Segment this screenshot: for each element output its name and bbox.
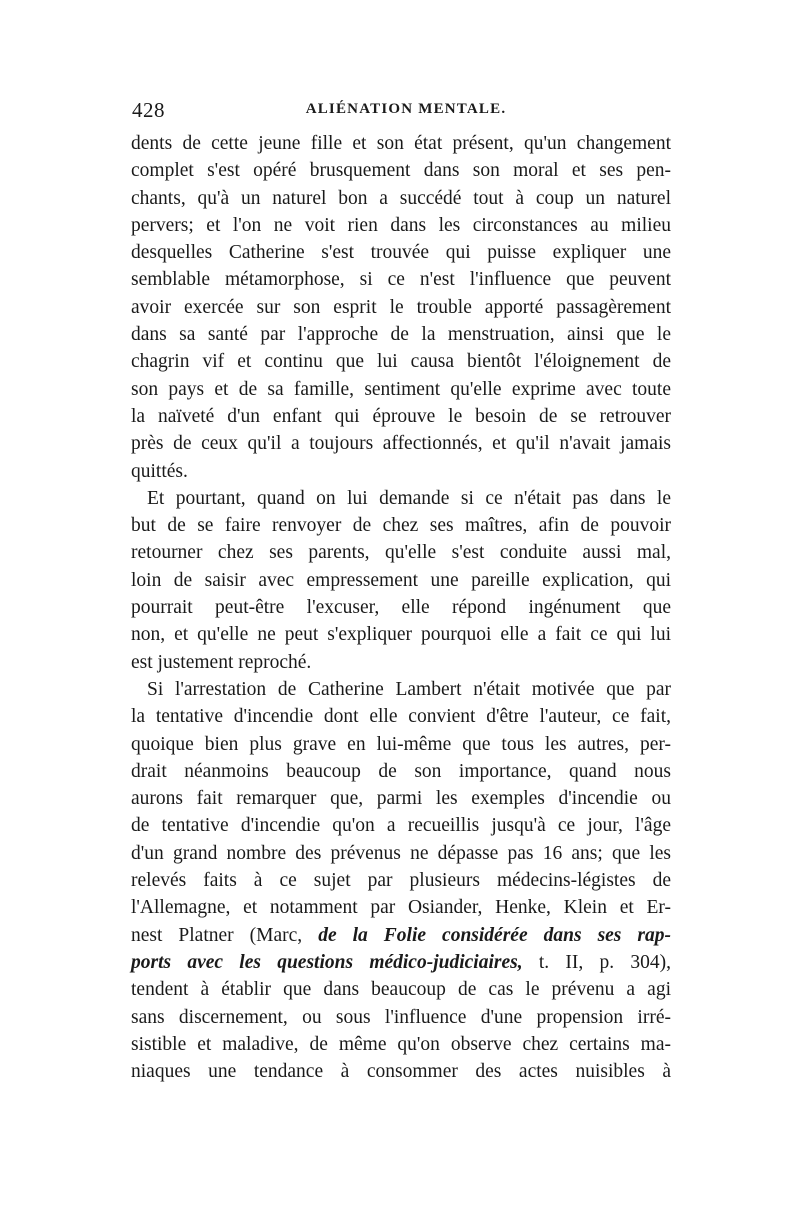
citation-title: ports avec les questions médico-judiciaires,: [131, 951, 523, 973]
body-text: [131, 130, 671, 1085]
text-line: niaques une tendance à consommer des actes nuisibles à: [131, 1061, 671, 1083]
page-number: 428: [132, 98, 165, 122]
text-line: pourrait peut-être l'excuser, elle répond ingénument que: [131, 597, 671, 619]
text-line: complet s'est opéré brusquement dans son moral et ses pen-: [131, 160, 671, 182]
text-line: d'un grand nombre des prévenus ne dépasse pas 16 ans; que les: [131, 842, 671, 864]
text-line: dans sa santé par l'approche de la menstruation, ainsi que le: [131, 324, 671, 346]
text-line: Et pourtant, quand on lui demande si ce n'était pas dans le: [147, 487, 671, 509]
text-line: loin de saisir avec empressement une pareille explication, qui: [131, 569, 671, 591]
text-line: avoir exercée sur son esprit le trouble apporté passagèrement: [131, 296, 671, 318]
running-title: ALIÉNATION MENTALE.: [305, 101, 507, 117]
text-line: aurons fait remarquer que, parmi les exemples d'incendie ou: [131, 788, 671, 810]
text-line: est justement reproché.: [131, 651, 312, 673]
text-line: Si l'arrestation de Catherine Lambert n'était motivée que par: [147, 678, 671, 700]
text-line: chagrin vif et continu que lui causa bientôt l'éloignement de: [131, 351, 671, 373]
text-line: quoique bien plus grave en lui-même que tous les autres, per-: [131, 733, 671, 755]
citation-text: t. II, p. 304),: [522, 951, 671, 973]
running-head: [132, 98, 672, 124]
text-line: semblable métamorphose, si ce n'est l'influence que peuvent: [131, 269, 671, 291]
text-line: l'Allemagne, et notamment par Osiander, Henke, Klein et Er-: [131, 897, 671, 919]
text-line: sistible et maladive, de même qu'on observe chez certains ma-: [131, 1033, 671, 1055]
text-line: non, et qu'elle ne peut s'expliquer pourquoi elle a fait ce qui lui: [131, 624, 671, 646]
text-line: la tentative d'incendie dont elle convient d'être l'auteur, ce fait,: [131, 706, 671, 728]
text-line: drait néanmoins beaucoup de son importance, quand nous: [131, 760, 671, 782]
citation-title: de la Folie considérée dans ses rap-: [318, 924, 671, 946]
text-line: desquelles Catherine s'est trouvée qui puisse expliquer une: [131, 242, 671, 264]
text-line: but de se faire renvoyer de chez ses maîtres, afin de pouvoir: [131, 515, 671, 537]
text-line: retourner chez ses parents, qu'elle s'est conduite aussi mal,: [131, 542, 671, 564]
text-line: de tentative d'incendie qu'on a recueillis jusqu'à ce jour, l'âge: [131, 815, 671, 837]
text-line: dents de cette jeune fille et son état présent, qu'un changement: [131, 133, 671, 154]
text-line: relevés faits à ce sujet par plusieurs médecins-légistes de: [131, 870, 671, 892]
text-line-citation: [131, 922, 671, 949]
text-line-citation: [131, 949, 671, 976]
text-line: quittés.: [131, 460, 188, 482]
text-line: pervers; et l'on ne voit rien dans les circonstances au milieu: [131, 214, 671, 236]
text-line: chants, qu'à un naturel bon a succédé tout à coup un naturel: [131, 187, 671, 209]
citation-text: nest Platner (Marc,: [131, 924, 319, 946]
text-line: tendent à établir que dans beaucoup de cas le prévenu a agi: [131, 979, 671, 1001]
text-line: près de ceux qu'il a toujours affectionnés, et qu'il n'avait jamais: [131, 433, 671, 455]
text-line: son pays et de sa famille, sentiment qu'elle exprime avec toute: [131, 378, 671, 400]
text-line: la naïveté d'un enfant qui éprouve le besoin de se retrouver: [131, 405, 671, 427]
text-line: sans discernement, ou sous l'influence d'une propension irré-: [131, 1006, 671, 1028]
